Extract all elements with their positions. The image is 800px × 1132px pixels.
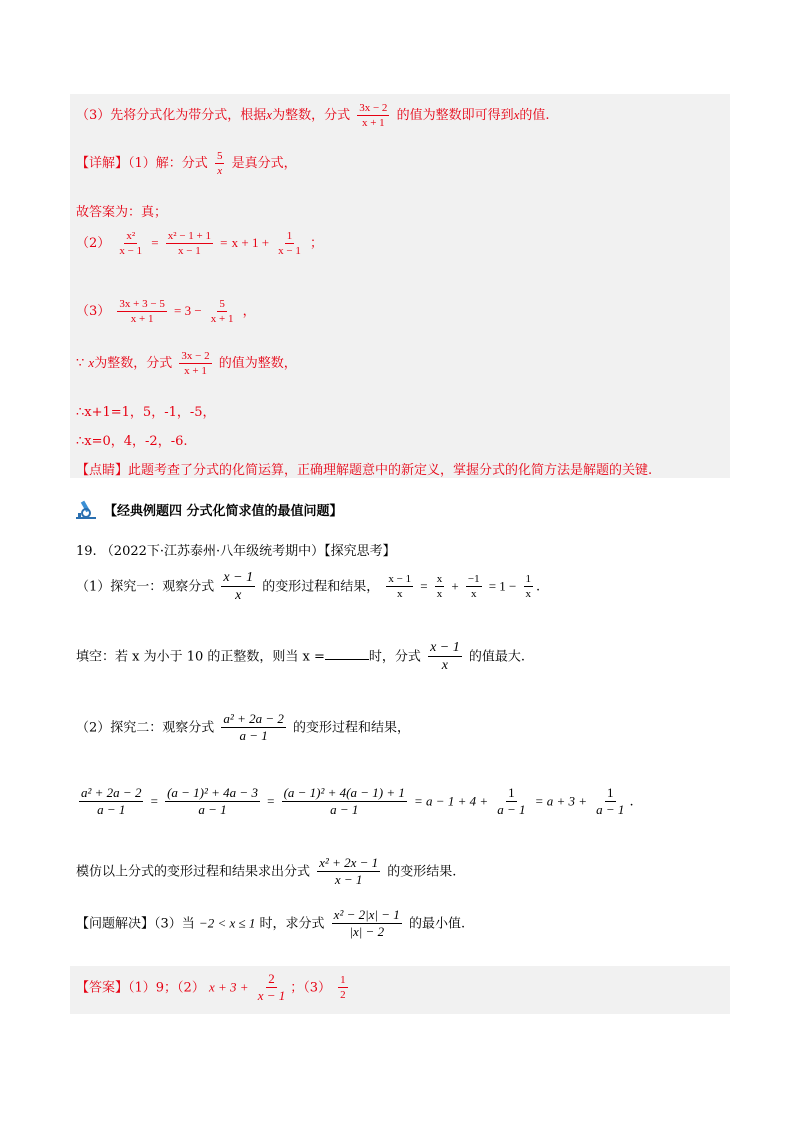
answer-tag: 【答案】 <box>76 980 129 996</box>
detail-line-2: 故答案为：真； <box>76 205 168 220</box>
fraction: $\frac{3x - 2}{x + 1}$ <box>359 102 388 130</box>
fraction: $\frac{\text{x²}}{x - 1}$ <box>119 230 143 258</box>
comment-line: 【点睛】此题考查了分式的化简运算，正确理解题意中的新定义，掌握分式的化简方法是解题的关键. <box>76 463 653 478</box>
fraction: $\frac{-1}{x}$ <box>467 573 480 601</box>
comment-tag: 【点睛】 <box>76 463 129 478</box>
transform-chain: $\frac{\text{a² + 2a − 2}}{a - 1}$ = $\frac{\text{(a − 1)² + 4a − 3}}{a - 1}$ = $\frac{\text{(a − 1)² + 4(a − 1) + 1}}{a - 1}$ = a − 1 + 4 + $\frac{1}{a - 1}$ = a + 3 + $\frac{1}{a - 1}$ . <box>81 785 634 818</box>
explore-1: （1）探究一：观察分式 $\frac{x - 1}{x}$ 的变形过程和结果， $\frac{x - 1}{x}$ = $\frac{x}{x}$ + $\frac{-1}{x}$ = 1 − $\frac{1}{x}$ . <box>76 570 541 604</box>
problem-number-line: 19. （2022下·江苏泰州·八年级统考期中）【探究思考】 <box>76 544 396 559</box>
section-title: 【经典例题四 分式化简求值的最值问题】 <box>74 498 343 520</box>
fraction: $\frac{\text{(a − 1)² + 4(a − 1) + 1}}{a - 1}$ <box>283 785 405 818</box>
fraction: $\frac{5}{x + 1}$ <box>210 298 234 326</box>
detail-because: ∵ x为整数，分式 $\frac{3x - 2}{x + 1}$ 的值为整数， <box>76 350 297 378</box>
fraction: $\frac{5}{x}$ <box>216 150 223 178</box>
imitate-line: 模仿以上分式的变形过程和结果求出分式 $\frac{\text{x² + 2x − 1}}{x - 1}$ 的变形结果. <box>76 855 457 888</box>
fraction: $\frac{3x - 2}{x + 1}$ <box>181 350 210 378</box>
fraction: $\frac{\text{a² + 2a − 2}}{a - 1}$ <box>81 785 142 818</box>
fraction: $\frac{x - 1}{x}$ <box>430 640 460 674</box>
fraction: $\frac{\text{a² + 2a − 2}}{a - 1}$ <box>223 711 284 744</box>
fill-blank-line: 填空：若 x 为小于 10 的正整数，则当 x = 时，分式 $\frac{x - 1}{x}$ 的值最大. <box>76 640 526 674</box>
fraction: $\frac{1}{a - 1}$ <box>596 785 625 818</box>
solve-line: 【问题解决】（3）当 −2 < x ≤ 1 时，求分式 $\frac{\text{x² − 2|x| − 1}}{|x| - 2}$ 的最小值. <box>76 907 466 940</box>
fraction: $\frac{x}{x}$ <box>436 573 443 601</box>
detail-therefore-2: ∴x=0，4，-2，-6. <box>76 434 188 449</box>
detail-part-3: （3） $\frac{3x + 3 - 5}{x + 1}$ = 3 − $\frac{5}{x + 1}$ ， <box>76 298 256 326</box>
detail-line-1: 【详解】（1）解：分式 $\frac{5}{x}$ 是真分式， <box>76 150 297 178</box>
microscope-icon <box>74 498 100 520</box>
fraction: $\frac{1}{x}$ <box>525 573 532 601</box>
fraction: $\frac{3x + 3 - 5}{x + 1}$ <box>119 298 165 326</box>
fraction: $\frac{1}{a - 1}$ <box>497 785 526 818</box>
detail-tag: 【详解】 <box>76 156 129 172</box>
fraction: $\frac{\text{x² − 2|x| − 1}}{|x| - 2}$ <box>333 907 400 940</box>
part3-hint: （3）先将分式化为带分式，根据x为整数，分式 $\frac{3x - 2}{x + 1}$ 的值为整数即可得到x的值. <box>76 102 550 130</box>
fraction: $\frac{x - 1}{x}$ <box>388 573 412 601</box>
fraction: $\frac{2}{x - 1}$ <box>257 971 286 1004</box>
fraction: $\frac{1}{2}$ <box>340 974 346 1002</box>
answer-line: 【答案】（1）9；（2） x + 3 + $\frac{2}{x - 1}$ ；（3） $\frac{1}{2}$ <box>76 971 346 1004</box>
detail-part-2: （2） $\frac{\text{x²}}{x - 1}$ = $\frac{\text{x² − 1 + 1}}{x - 1}$ = x + 1 + $\frac{1}{x - 1}$ ； <box>76 230 324 258</box>
explore-2: （2）探究二：观察分式 $\frac{\text{a² + 2a − 2}}{a - 1}$ 的变形过程和结果， <box>76 711 411 744</box>
answer-blank <box>325 648 369 660</box>
fraction: $\frac{\text{x² − 1 + 1}}{x - 1}$ <box>167 230 211 258</box>
detail-therefore-1: ∴x+1=1，5，-1，-5， <box>76 405 216 420</box>
fraction: $\frac{1}{x - 1}$ <box>278 230 301 258</box>
fraction: $\frac{\text{x² + 2x − 1}}{x - 1}$ <box>319 855 379 888</box>
fraction: $\frac{x - 1}{x}$ <box>223 570 254 604</box>
fraction: $\frac{\text{(a − 1)² + 4a − 3}}{a - 1}$ <box>167 785 258 818</box>
